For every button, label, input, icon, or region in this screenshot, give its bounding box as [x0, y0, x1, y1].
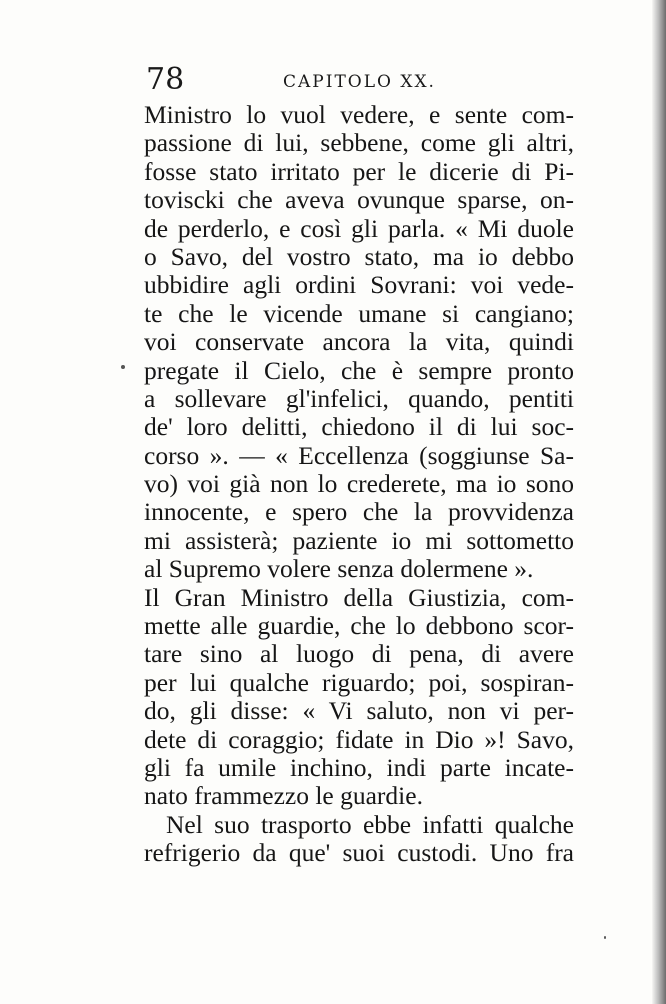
- text-line: de' loro delitti, chiedono il di lui soc-: [144, 412, 574, 442]
- text-line: fosse stato irritato per le dicerie di Pi-: [144, 156, 574, 186]
- text-line: refrigerio da que' suoi custodi. Uno fra: [144, 838, 574, 868]
- text-line: te che le vicende umane si cangiano;: [144, 298, 574, 328]
- page-header: [146, 62, 566, 102]
- text-line: nato frammezzo le guardie.: [144, 781, 423, 811]
- running-head: CAPITOLO XX.: [283, 72, 436, 92]
- text-line: a sollevare gl'infelici, quando, pentiti: [144, 383, 574, 413]
- text-line: pregate il Cielo, che è sempre pronto: [144, 355, 574, 385]
- ink-speck: [604, 936, 606, 939]
- page-number: 78: [146, 62, 185, 97]
- text-line: vo) voi già non lo crederete, ma io sono: [144, 469, 574, 499]
- text-line: ubbidire agli ordini Sovrani: voi vede-: [144, 270, 574, 300]
- text-line: dete di coraggio; fidate in Dio »! Savo,: [144, 724, 574, 754]
- body-text: [144, 101, 574, 868]
- text-line: per lui qualche riguardo; poi, sospiran-: [144, 667, 574, 697]
- text-line: Il Gran Ministro della Giustizia, com-: [144, 582, 574, 612]
- text-line: innocente, e spero che la provvidenza: [144, 497, 574, 527]
- text-line: Nel suo trasporto ebbe infatti qualche: [166, 809, 574, 839]
- text-line: passione di lui, sebbene, come gli altri,: [144, 128, 574, 158]
- ink-speck: [121, 365, 125, 369]
- text-line: de perderlo, e così gli parla. « Mi duole: [144, 213, 574, 243]
- page-edge-shadow: [652, 0, 666, 1004]
- text-line: mette alle guardie, che lo debbono scor-: [144, 611, 574, 641]
- text-line: mi assisterà; paziente io mi sottometto: [144, 525, 574, 555]
- text-line: gli fa umile inchino, indi parte incate-: [144, 752, 574, 782]
- text-line: al Supremo volere senza dolermene ».: [144, 554, 534, 584]
- text-line: o Savo, del vostro stato, ma io debbo: [144, 241, 574, 271]
- text-line: tare sino al luogo di pena, di avere: [144, 639, 574, 669]
- text-line: corso ». — « Eccellenza (soggiunse Sa-: [144, 440, 574, 470]
- text-line: do, gli disse: « Vi saluto, non vi per-: [144, 696, 574, 726]
- text-line: voi conservate ancora la vita, quindi: [144, 327, 574, 357]
- text-line: toviscki che aveva ovunque sparse, on-: [144, 185, 574, 215]
- text-line: Ministro lo vuol vedere, e sente com-: [144, 100, 574, 129]
